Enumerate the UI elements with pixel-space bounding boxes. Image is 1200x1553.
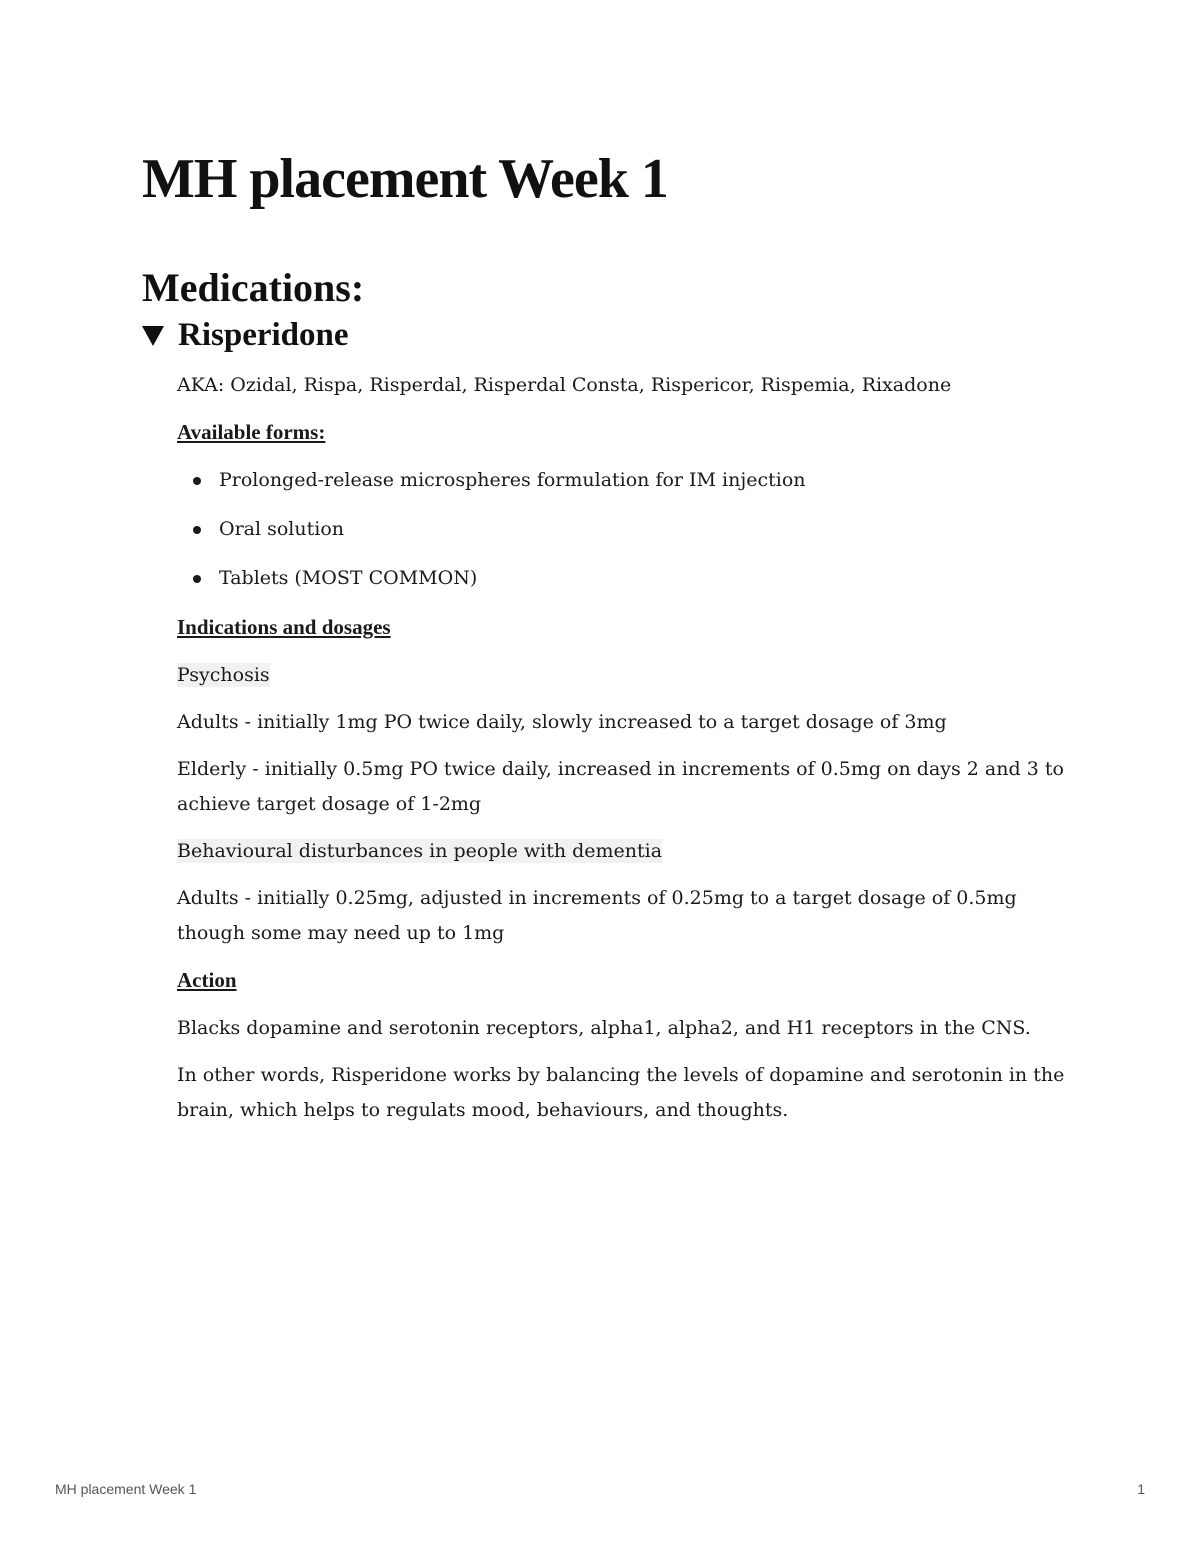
toggle-title: Risperidone [178, 317, 349, 353]
psychosis-label: Psychosis [177, 664, 270, 686]
list-item: Tablets (MOST COMMON) [177, 561, 1077, 596]
action-text: Blacks dopamine and serotonin receptors, alpha1, alpha2, and H1 receptors in the CNS. [177, 1017, 1031, 1039]
list-item: Oral solution [177, 512, 1077, 547]
aka-text: AKA: Ozidal, Rispa, Risperdal, Risperdal Consta, Rispericor, Rispemia, Rixadone [177, 374, 952, 396]
forms-list [177, 463, 1077, 596]
list-item: Prolonged-release microspheres formulation for IM injection [177, 463, 1077, 498]
page-number: 1 [1137, 1481, 1145, 1497]
page-title: MH placement Week 1 [142, 148, 668, 210]
dementia-adults-text: Adults - initially 0.25mg, adjusted in increments of 0.25mg to a target dosage of 0.5mg though some may need up to 1mg [177, 887, 1017, 944]
dementia-label: Behavioural disturbances in people with dementia [177, 840, 663, 862]
triangle-down-icon[interactable] [142, 326, 164, 346]
section-heading-medications: Medications: [142, 265, 365, 310]
action-explained-text: In other words, Risperidone works by balancing the levels of dopamine and serotonin in the brain, which helps to regulats mood, behaviours, and thoughts. [177, 1064, 1065, 1121]
indications-label: Indications and dosages [177, 615, 391, 639]
psychosis-elderly-text: Elderly - initially 0.5mg PO twice daily, increased in increments of 0.5mg on days 2 and 3 to achieve target dosage of 1-2mg [177, 758, 1064, 815]
action-label: Action [177, 968, 237, 992]
toggle-risperidone[interactable] [142, 313, 349, 357]
footer-title: MH placement Week 1 [55, 1481, 197, 1497]
available-forms-label: Available forms: [177, 420, 326, 444]
psychosis-adults-text: Adults - initially 1mg PO twice daily, slowly increased to a target dosage of 3mg [177, 711, 947, 733]
toggle-content [177, 368, 1077, 1140]
